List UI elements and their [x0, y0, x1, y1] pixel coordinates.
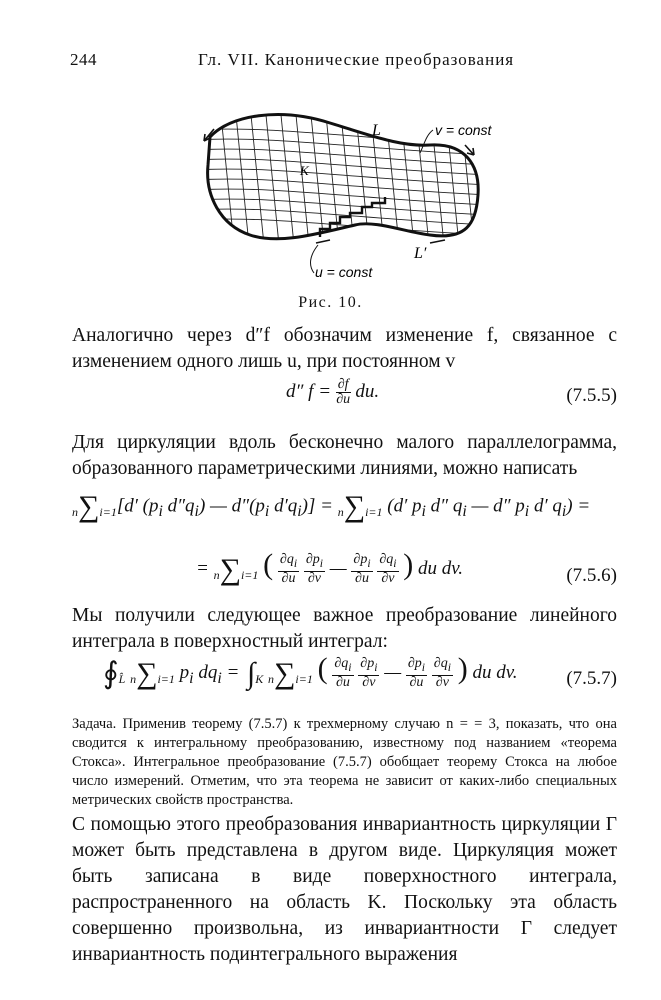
- frac: $\frac{\partial p_i}{\partial u}$: [407, 656, 426, 691]
- frac: $\frac{\partial p_i}{\partial u}$: [353, 552, 371, 587]
- sum-symbol: n∑i=1: [268, 656, 313, 690]
- figure-10: [190, 95, 520, 285]
- eq755-den: ∂u: [336, 392, 351, 407]
- eq755-lhs: d″ f =: [286, 380, 332, 402]
- sum-symbol: n∑i=1: [130, 656, 175, 690]
- label-u-const: u = const: [315, 264, 373, 280]
- frac: $\frac{\partial q_i}{\partial v}$: [433, 656, 451, 691]
- task-paragraph: Задача. Применив теорему (7.5.7) к трехмерному случаю n = = 3, показать, что она сводится к интегральному преобразованию, известному под названием «теорема Стокса». Интегральное преобразование (7.5.7) обобщает теорему Стокса на любое число измерений. Отметим, что эта теорема не зависит от каких-либо специальных метрических свойств пространства.: [72, 716, 617, 808]
- sum-symbol: n∑i=1: [337, 490, 383, 523]
- frac: $\frac{\partial q_i}{\partial u}$: [334, 656, 352, 691]
- paragraph-4: С помощью этого преобразования инвариантность циркуляции Γ может быть представлена в другом виде. Циркуляция может быть записана в виде поверхностного интеграла, распространенного на область K. Поскольку эта область совершенно произвольна, из инвариантности Γ следует инвариантность подинтегрального выражения: [72, 814, 617, 965]
- frac: $\frac{\partial p_i}{\partial v}$: [360, 656, 378, 691]
- label-K: K: [300, 163, 309, 178]
- sum-symbol: n∑i=1: [213, 552, 259, 586]
- eq755-fraction: [336, 378, 351, 407]
- paragraph-1: Аналогично через d″f обозначим изменение f, связанное с изменением одного лишь u, при постоянном v: [72, 325, 617, 372]
- equation-7-5-6-line-2: = n∑i=1 ( $\frac{\partial q_i}{\partial u}$ $\frac{\partial p_i}{\partial v}$ — $\frac{\partial p_i}{\partial u}$ $\frac{\partial q_i}{\partial v}$ ) du dv.: [196, 548, 464, 587]
- sum-symbol: n∑i=1: [72, 490, 117, 523]
- frac: $\frac{\partial q_i}{\partial u}$: [279, 552, 298, 587]
- chapter-title: Гл. VII. Канонические преобразования: [198, 50, 515, 69]
- surface-integral: ∫K: [247, 656, 264, 690]
- eq757-number: (7.5.7): [566, 668, 617, 689]
- frac: $\frac{\partial q_i}{\partial v}$: [379, 552, 397, 587]
- paragraph-3: Мы получили следующее важное преобразование линейного интеграла в поверхностный интеграл:: [72, 605, 617, 652]
- figure-caption: Рис. 10.: [298, 294, 363, 311]
- equation-7-5-7: ∮L̂ n∑i=1 $p_i$ $dq_i = \int K$ n∑i=1 ( $\frac{\partial q_i}{\partial u}$ $\frac{\partial p_i}{\partial v}$ — $\frac{\partial p_i}{\partial u}$ $\frac{\partial q_i}{\partial v}$ ) du dv.: [100, 652, 517, 690]
- label-L-prime: L′: [414, 245, 427, 262]
- frac: $\frac{\partial p_i}{\partial v}$: [305, 552, 323, 587]
- label-v-const: v = const: [435, 122, 492, 138]
- eq756-number: (7.5.6): [566, 565, 617, 586]
- eq755-num: ∂f: [337, 377, 349, 392]
- label-L: L: [372, 122, 381, 139]
- eq755-rhs: du.: [355, 380, 380, 402]
- equation-7-5-5: [286, 378, 379, 407]
- paragraph-2: Для циркуляции вдоль бесконечно малого параллелограмма, образованного параметрическими линиями, можно написать: [72, 432, 617, 479]
- eq755-number: (7.5.5): [566, 385, 617, 406]
- contour-integral: ∮L̂: [103, 656, 126, 690]
- page-number: 244: [70, 50, 97, 69]
- equation-7-5-6-line-1: n∑i=1[d′ ($p_i$ $d''q_i$) — $d''(p_i$ $d'q_i)] = n\sum i=1$ (d′ $p_i$ d″ $q_i$ — d″ $p_i$ d′ $q_i$) =: [72, 490, 591, 523]
